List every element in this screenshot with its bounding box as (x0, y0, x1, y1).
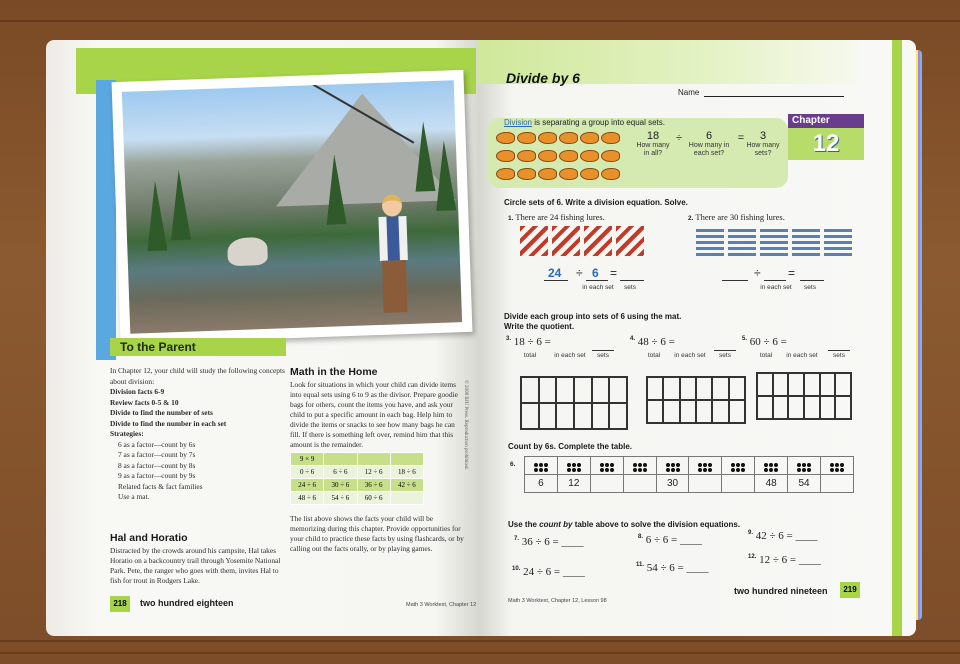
fish-row (496, 168, 620, 182)
page-footer: Math 3 Worktext, Chapter 12, Lesson 98 (508, 598, 607, 604)
def-sets: 3 How many sets? (746, 130, 780, 157)
question-12[interactable]: $^{12.}$ 12 ÷ 6 = ____ (748, 554, 821, 566)
instruction-3: Count by 6s. Complete the table. (508, 442, 633, 451)
q2-each-blank[interactable] (764, 280, 786, 281)
strategy-item: 9 as a factor—count by 9s (118, 471, 196, 480)
facts-note: The list above shows the facts your child will be memorizing during this chapter. Provide opportunities for your child to practice these facts by using flashcards, or by calling out the facts orally, or by playing games. (290, 514, 464, 553)
instruction-2a: Divide each group into sets of 6 using the mat. (504, 312, 682, 321)
q4-answer-blank[interactable] (714, 350, 736, 351)
question-6-number: 6. (510, 461, 516, 468)
question-8[interactable]: $^{8.}$ 6 ÷ 6 = ____ (638, 534, 703, 546)
concept-item: Divide to find the number of sets (110, 408, 213, 417)
facts-table: 9 × 9 0 ÷ 6 6 ÷ 6 12 ÷ 6 18 ÷ 6 24 ÷ 6 30 ÷ 6 36 ÷ 6 42 ÷ 6 48 ÷ 6 54 ÷ 6 60 ÷ 6 (290, 452, 424, 505)
q2-answer-blank[interactable] (800, 280, 824, 281)
concept-item: Division facts 6-9 (110, 387, 165, 396)
count-cell[interactable]: 48 (755, 475, 788, 493)
strategy-item: Related facts & fact families (118, 481, 203, 491)
chapter-badge (788, 114, 864, 160)
question-3: $^{3.}$ 18 ÷ 6 = (506, 336, 551, 348)
strategy-item: 6 as a factor—count by 6s (118, 439, 196, 449)
page-number-words: two hundred nineteen (734, 586, 828, 596)
home-title: Math in the Home (290, 366, 378, 378)
page-title: Divide by 6 (506, 70, 580, 86)
count-by-6-table (524, 456, 854, 493)
count-cell[interactable]: 12 (557, 475, 590, 493)
count-cell[interactable]: 30 (656, 475, 689, 493)
q1-equals: = (610, 266, 618, 280)
page-number: 219 (840, 582, 860, 598)
q4-mat[interactable] (646, 376, 746, 424)
q2-total-blank[interactable] (722, 280, 748, 281)
def-equals: = (737, 132, 745, 144)
fish-row (496, 132, 620, 146)
concept-item: Review facts 0-5 & 10 (110, 397, 179, 407)
strategy-item: Use a mat. (118, 492, 150, 501)
definition-text: Division is separating a group into equal sets. (504, 118, 665, 127)
hal-text: Distracted by the crowds around his campsite, Hal takes Horatio on a backcountry trail through Yosemite National Park. Pete, the ranger who goes with them, invites Hal to fish for trout in Rodgers Lake. (110, 546, 281, 585)
q3-answer-blank[interactable] (592, 350, 614, 351)
section-title: To the Parent (120, 340, 196, 354)
count-cell[interactable] (722, 475, 755, 493)
q1-div-sign: ÷ (576, 266, 583, 280)
instruction-4: Use the count by table above to solve the division equations. (508, 520, 741, 529)
count-cell[interactable] (590, 475, 623, 493)
dot-row (525, 457, 854, 475)
definition-word: Division (504, 118, 533, 127)
page-footer: Math 3 Worktext, Chapter 12 (406, 602, 477, 608)
hal-character (372, 194, 416, 313)
question-4: $^{4.}$ 48 ÷ 6 = (630, 336, 675, 348)
home-text: Look for situations in which your child can divide items into equal sets using 6 to 9 as the divisor. Prepare goodie bags for others, count the items you have, and ask your child to put a specific amount in each bag. Help him to divide the items or snacks to see how many bags he can fill. If there is something left over, remind him that this amount is the remainder. (290, 380, 458, 449)
question-5: $^{5.}$ 60 ÷ 6 = (742, 336, 787, 348)
q2-equals: = (788, 266, 796, 280)
count-cell[interactable]: 54 (788, 475, 821, 493)
green-side-bar (892, 40, 902, 636)
count-cell[interactable]: 6 (525, 475, 558, 493)
question-10[interactable]: $^{10.}$ 24 ÷ 6 = ____ (512, 566, 585, 578)
q2-div-sign: ÷ (754, 266, 761, 280)
def-total: 18 How many in all? (636, 130, 670, 157)
lures-group-30[interactable] (696, 226, 852, 256)
lures-group-24[interactable] (520, 226, 644, 256)
strategy-item: 7 as a factor—count by 7s (118, 450, 196, 459)
parent-letter (110, 366, 286, 503)
hal-title: Hal and Horatio (110, 532, 188, 544)
q5-answer-blank[interactable] (828, 350, 850, 351)
name-field[interactable] (704, 96, 844, 97)
question-2: 2. There are 30 fishing lures. (688, 212, 785, 222)
intro-text: In Chapter 12, your child will study the following concepts about division: (110, 366, 285, 386)
question-1: 1. There are 24 fishing lures. (508, 212, 605, 222)
q1-total: 24 (548, 266, 562, 280)
chapter-label: Chapter (788, 114, 864, 128)
instruction-2b: Write the quotient. (504, 322, 575, 331)
fish-row (496, 150, 620, 164)
copyright-vertical: © 2008 BJU Press. Reproduction prohibited. (463, 380, 468, 470)
page-number-words: two hundred eighteen (140, 598, 234, 608)
count-cell[interactable] (623, 475, 656, 493)
count-cell[interactable] (821, 475, 854, 493)
strategies-label: Strategies: (110, 429, 144, 438)
question-7[interactable]: $^{7.}$ 36 ÷ 6 = ____ (514, 536, 584, 548)
page-number: 218 (110, 596, 130, 612)
open-workbook (46, 40, 916, 636)
count-cell[interactable] (689, 475, 722, 493)
q3-mat[interactable] (520, 376, 628, 430)
name-label: Name (678, 88, 700, 97)
right-page: Divide by 6 Name Chapter 12 Division is separating a group into equal sets. 18 How many in all? ÷ 6 How many in each set? = 3 How many sets? Circle sets of 6. Write a division equation. Solve. 1. There are 24 fishing lures. 2. There are 30 fishing lures. 24 ÷ 6 = in each set sets ÷ = in each set sets Divide each group into sets of 6 using the mat. Write the quotient. $^{3.}$ 18 ÷ 6 = total in each set sets $^{4.}$ 48 ÷ 6 = total in each set sets $^{5.}$ 60 ÷ 6 = total in each set sets Count by 6s. Complete the table. 6. 6 12 30 48 54 Use the count by table above to solve the division equations. $^{7.}$ 36 ÷ 6 = ____ $^{8.}$ 6 ÷ 6 = ____ $^{9.}$ 42 ÷ 6 = ____ $^{10.}$ 24 ÷ 6 = ____ $^{11.}$ 54 ÷ 6 = ____ $^{12.}$ 12 ÷ 6 = ____ Math 3 Worktext, Chapter 12, Lesson 98 two hundred nineteen 219 (478, 40, 916, 636)
photo-frame (112, 70, 473, 344)
chapter-number: 12 (788, 128, 864, 160)
yosemite-fishing-illustration (122, 80, 462, 333)
question-11[interactable]: $^{11.}$ 54 ÷ 6 = ____ (636, 562, 709, 574)
concept-item: Divide to find the number in each set (110, 418, 227, 428)
strategy-item: 8 as a factor—count by 8s (118, 460, 196, 470)
instruction-1: Circle sets of 6. Write a division equation. Solve. (504, 198, 688, 207)
q1-each: 6 (592, 266, 599, 280)
q5-mat[interactable] (756, 372, 852, 420)
question-9[interactable]: $^{9.}$ 42 ÷ 6 = ____ (748, 530, 818, 542)
left-page (46, 40, 478, 636)
def-in-each: 6 How many in each set? (688, 130, 730, 157)
boulder (227, 237, 268, 266)
def-div-sign: ÷ (675, 132, 683, 144)
q1-answer-blank[interactable] (620, 280, 644, 281)
count-row (525, 475, 854, 493)
